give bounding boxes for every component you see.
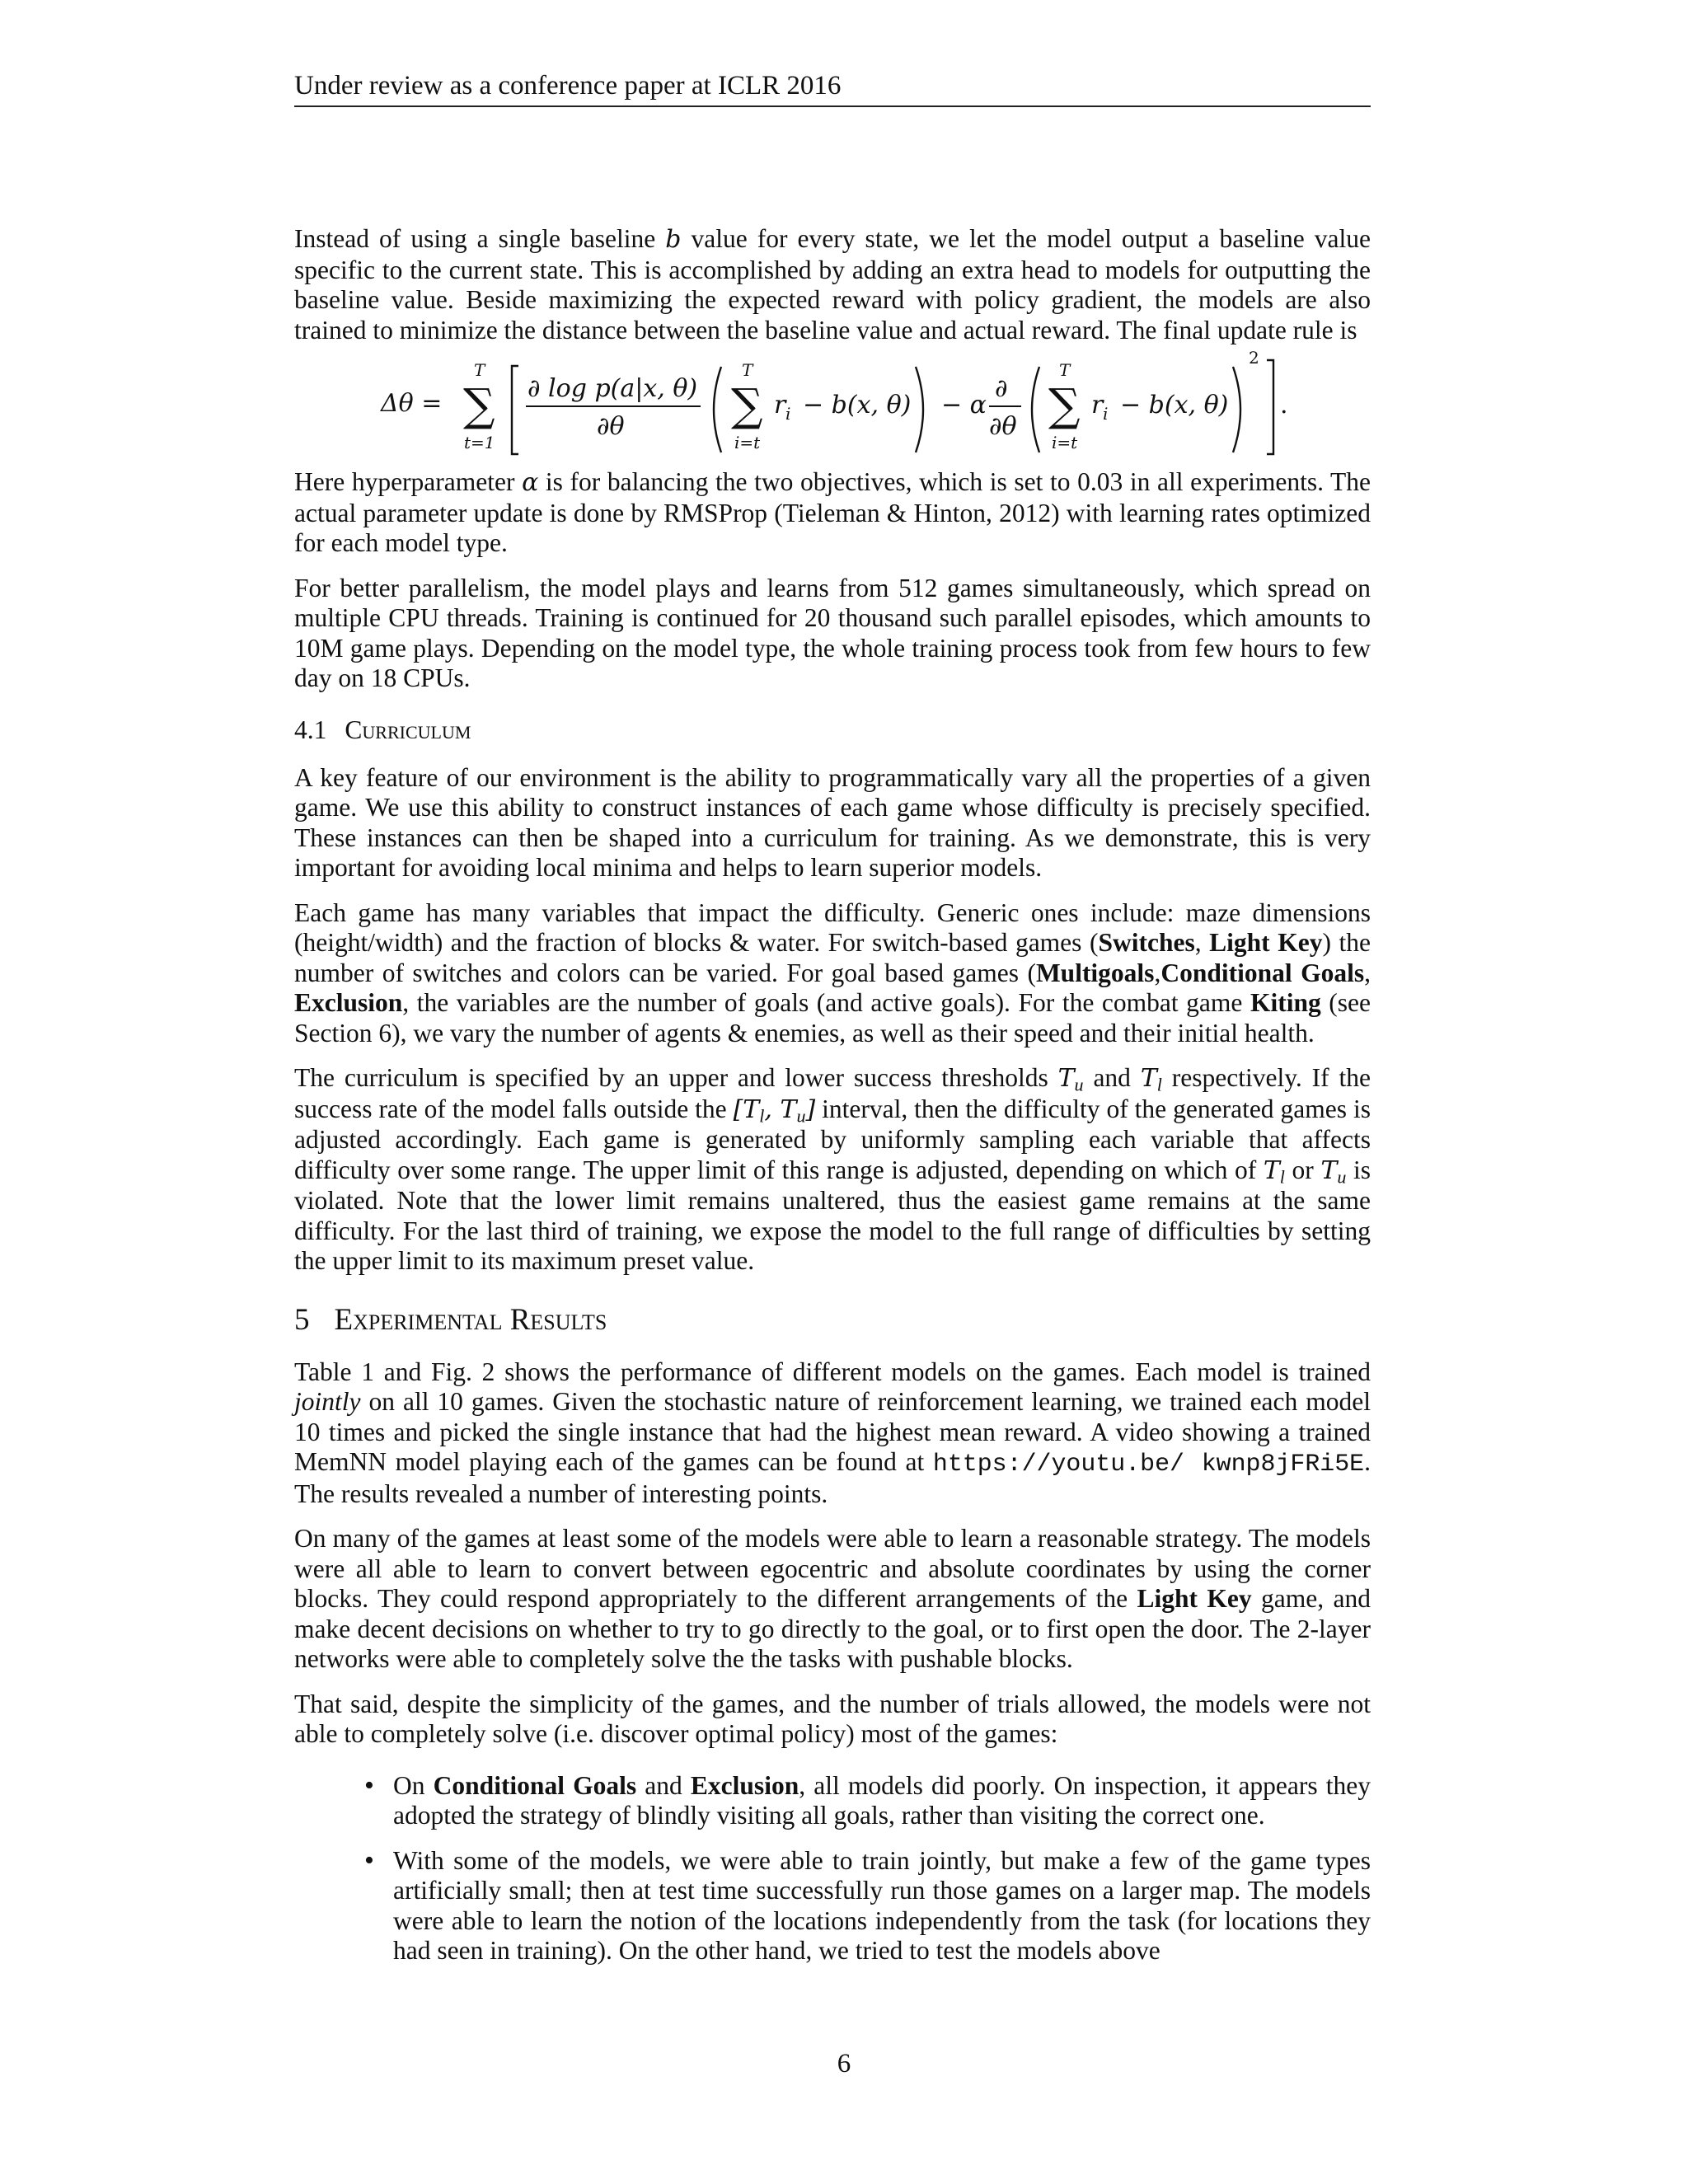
paragraph-that-said: That said, despite the simplicity of the games, and the number of trials allowed, the models were not able to completely solve (i.e. discover optimal policy) most of the games: (294, 1689, 1371, 1748)
math-b: b (665, 225, 682, 254)
math-alpha: α (522, 468, 539, 497)
eq-reward-2: r (1091, 391, 1104, 419)
eq-baseline-1: − b(x, θ) (803, 391, 912, 419)
eq-sum-3-upper: T (1059, 360, 1071, 380)
paragraph-parallelism: For better parallelism, the model plays and learns from 512 games simultaneously, which spread on multiple CPU threads. Training is continued for 20 thousand such parallel episodes, which amounts to 10M game plays. Depending on the model type, the whole training process took from few hours to few day on 18 CPUs. (294, 573, 1371, 692)
list-item: • With some of the models, we were able to train jointly, but make a few of the game types artificially small; then at test time successfully run those games on a larger map. The models were able to learn the notion of the locations independently from the task (for locations they had seen in training). On the other hand, we tried to test the models above (393, 1846, 1371, 1966)
eq-partial-theta: ∂θ (989, 412, 1017, 441)
paragraph-hyperparameter: Here hyperparameter α is for balancing the two objectives, which is set to 0.03 in all experiments. The actual parameter update is done by RMSProp (Tieleman & Hinton, 2012) with learning rates optimized for each model type. (294, 467, 1371, 557)
video-link[interactable]: https://youtu.be/ kwnp8jFRi5E (932, 1450, 1365, 1478)
header-rule (294, 105, 1371, 107)
eq-sum-3: ∑ (1048, 379, 1081, 431)
eq-reward-1: r (774, 391, 786, 419)
main-column (294, 224, 1371, 1981)
eq-baseline-2: − b(x, θ) (1120, 391, 1229, 419)
eq-right-paren-1 (916, 367, 923, 452)
eq-denominator: ∂θ (597, 412, 625, 441)
eq-sum-2: ∑ (731, 379, 763, 431)
eq-sum-2-lower: i=t (734, 433, 761, 452)
eq-square: 2 (1249, 348, 1259, 368)
findings-list (294, 1771, 1371, 1966)
paragraph-game-variables: Each game has many variables that impact the difficulty. Generic ones include: maze dimensions (height/width) and the fraction of blocks & water. For switch-based games (Switches, Light Key) the number of switches and colors can be varied. For goal based games (Multigoals,Conditional Goals, Exclusion, the variables are the number of goals (and active goals). For the combat game Kiting (see Section 6), we vary the number of agents & enemies, as well as their speed and their initial health. (294, 898, 1372, 1047)
eq-left-paren-1 (714, 367, 721, 452)
eq-lhs: Δθ = (381, 389, 443, 418)
eq-reward-2-sub: i (1103, 404, 1109, 424)
eq-left-bracket (512, 366, 518, 454)
eq-sum-2-upper: T (742, 360, 753, 380)
eq-period: . (1280, 391, 1288, 419)
paragraph-thresholds: The curriculum is specified by an upper and lower success thresholds $T_u$ and $T_l$ respectively. If the success rate of the model falls outside the [$T_l$, $T_u$] interval, then the difficulty of the generated games is adjusted accordingly. Each game is generated by uniformly sampling each variable that affects difficulty over some range. The upper limit of this range is adjusted, depending on which of $T_l$ or $T_u$ is violated. Note that the lower limit remains unaltered, thus the easiest game remains at the same difficulty. For the last third of training, we expose the model to the full range of difficulties by setting the upper limit to its maximum preset value. (294, 1063, 1371, 1275)
paragraph-baseline: Instead of using a single baseline b value for every state, we let the model output a baseline value specific to the current state. This is accomplished by adding an extra head to models for outputting the baseline value. Beside maximizing the expected reward with policy gradient, the models are also trained to minimize the distance between the baseline value and actual reward. The final update rule is (294, 224, 1371, 344)
eq-sum-1-upper: T (474, 360, 485, 380)
update-rule-equation (294, 345, 1371, 467)
running-header: Under review as a conference paper at ICLR 2016 (294, 71, 842, 101)
list-item: • On Conditional Goals and Exclusion, all models did poorly. On inspection, it appears they adopted the strategy of blindly visiting all goals, rather than visiting the correct one. (393, 1771, 1371, 1831)
eq-sum-1: ∑ (463, 379, 495, 431)
eq-right-paren-2 (1233, 367, 1240, 452)
section-heading-results: 5 Experimental Results (294, 1302, 607, 1337)
eq-alpha: − α (941, 391, 987, 419)
subsection-heading-curriculum: 4.1 Curriculum (294, 715, 471, 744)
eq-left-paren-2 (1032, 367, 1039, 452)
eq-numerator: ∂ log p(a|x, θ) (528, 374, 698, 403)
paragraph-key-feature: A key feature of our environment is the ability to programmatically vary all the properties of a given game. We use this ability to construct instances of each game whose difficulty is precisely specified. These instances can then be shaped into a curriculum for training. As we demonstrate, this is very important for avoiding local minima and helps to learn superior models. (294, 762, 1371, 882)
eq-sum-3-lower: i=t (1052, 433, 1078, 452)
eq-reward-1-sub: i (785, 404, 791, 424)
equation-svg (294, 345, 1371, 467)
eq-sum-1-lower: t=1 (464, 433, 495, 452)
eq-right-bracket (1267, 360, 1273, 454)
eq-partial: ∂ (995, 374, 1008, 403)
page-number: 6 (837, 2049, 851, 2079)
paragraph-table-results: Table 1 and Fig. 2 shows the performance of different models on the games. Each model is trained jointly on all 10 games. Given the stochastic nature of reinforcement learning, we trained each model 10 times and picked the single instance that had the highest mean reward. A video showing a trained MemNN model playing each of the games can be found at https://youtu.be/ kwnp8jFRi5E. The results revealed a number of interesting points. (294, 1357, 1372, 1508)
paragraph-strategies: On many of the games at least some of the models were able to learn a reasonable strategy. The models were all able to learn to convert between egocentric and absolute coordinates by using the corner blocks. They could respond appropriately to the different arrangements of the Light Key game, and make decent decisions on whether to try to go directly to the goal, or to first open the door. The 2-layer networks were able to completely solve the the tasks with pushable blocks. (294, 1524, 1371, 1673)
